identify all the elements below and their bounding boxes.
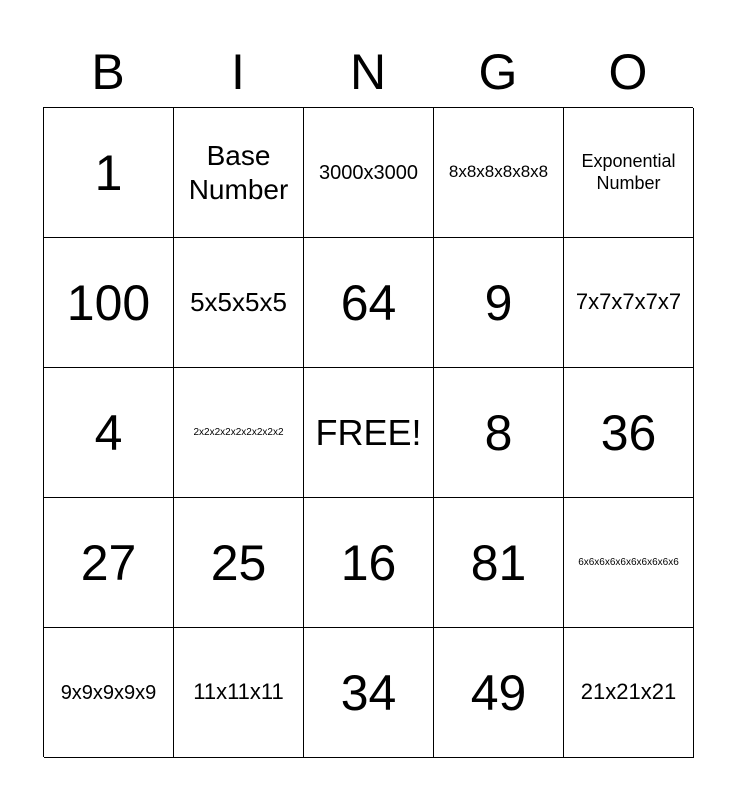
header-letter-i: I — [231, 44, 245, 100]
bingo-cell-r3-c2[interactable] — [174, 368, 304, 498]
bingo-cell-r5-c1[interactable] — [44, 628, 174, 758]
bingo-cell-r1-c3[interactable] — [304, 108, 434, 238]
bingo-cell-r5-c3[interactable] — [304, 628, 434, 758]
bingo-cell-r4-c1[interactable] — [44, 498, 174, 628]
bingo-cell-r3-c1[interactable] — [44, 368, 174, 498]
cell-text: 6x6x6x6x6x6x6x6x6x6 — [578, 556, 679, 568]
cell-text: 27 — [80, 534, 137, 591]
cell-text: 36 — [600, 404, 657, 461]
bingo-cell-r5-c2[interactable] — [174, 628, 304, 758]
cell-text: Base Number — [188, 139, 289, 205]
bingo-header — [43, 36, 693, 108]
bingo-cell-r5-c4[interactable] — [434, 628, 564, 758]
header-letter-n: N — [349, 44, 387, 100]
bingo-cell-r1-c4[interactable] — [434, 108, 564, 238]
bingo-cell-r4-c5[interactable] — [564, 498, 694, 628]
bingo-cell-r3-c4[interactable] — [434, 368, 564, 498]
bingo-cell-r2-c2[interactable] — [174, 238, 304, 368]
cell-text: 3000x3000 — [319, 161, 418, 184]
free-space-cell[interactable] — [304, 368, 434, 498]
bingo-cell-r2-c1[interactable] — [44, 238, 174, 368]
bingo-cell-r5-c5[interactable] — [564, 628, 694, 758]
free-space-label: FREE! — [315, 411, 422, 453]
cell-text: 64 — [340, 274, 397, 331]
cell-text: 25 — [210, 534, 267, 591]
header-letter-g: G — [478, 44, 518, 100]
cell-text: 7x7x7x7x7 — [575, 289, 682, 315]
bingo-cell-r2-c3[interactable] — [304, 238, 434, 368]
cell-text: 2x2x2x2x2x2x2x2x2 — [193, 426, 284, 438]
cell-text: 1 — [94, 144, 123, 201]
cell-text: 16 — [340, 534, 397, 591]
bingo-card-grid — [43, 107, 693, 757]
bingo-cell-r2-c4[interactable] — [434, 238, 564, 368]
bingo-cell-r3-c5[interactable] — [564, 368, 694, 498]
bingo-cell-r4-c3[interactable] — [304, 498, 434, 628]
header-letter-o: O — [608, 44, 648, 100]
cell-text: 5x5x5x5 — [190, 286, 287, 317]
cell-text: 49 — [470, 664, 527, 721]
header-letter-b: B — [91, 44, 125, 100]
bingo-cell-r1-c5[interactable] — [564, 108, 694, 238]
cell-text: 4 — [94, 404, 123, 461]
cell-text: 34 — [340, 664, 397, 721]
cell-text: 100 — [66, 274, 151, 331]
cell-text: 81 — [470, 534, 527, 591]
cell-text: 8x8x8x8x8x8 — [448, 162, 549, 182]
cell-text: 9 — [484, 274, 513, 331]
bingo-cell-r1-c1[interactable] — [44, 108, 174, 238]
cell-text: 8 — [484, 404, 513, 461]
bingo-cell-r2-c5[interactable] — [564, 238, 694, 368]
cell-text: 11x11x11 — [193, 679, 284, 705]
bingo-cell-r4-c4[interactable] — [434, 498, 564, 628]
cell-text: 9x9x9x9x9 — [60, 681, 157, 704]
cell-text: Exponential Number — [581, 150, 676, 193]
bingo-cell-r4-c2[interactable] — [174, 498, 304, 628]
bingo-cell-r1-c2[interactable] — [174, 108, 304, 238]
cell-text: 21x21x21 — [580, 679, 677, 705]
